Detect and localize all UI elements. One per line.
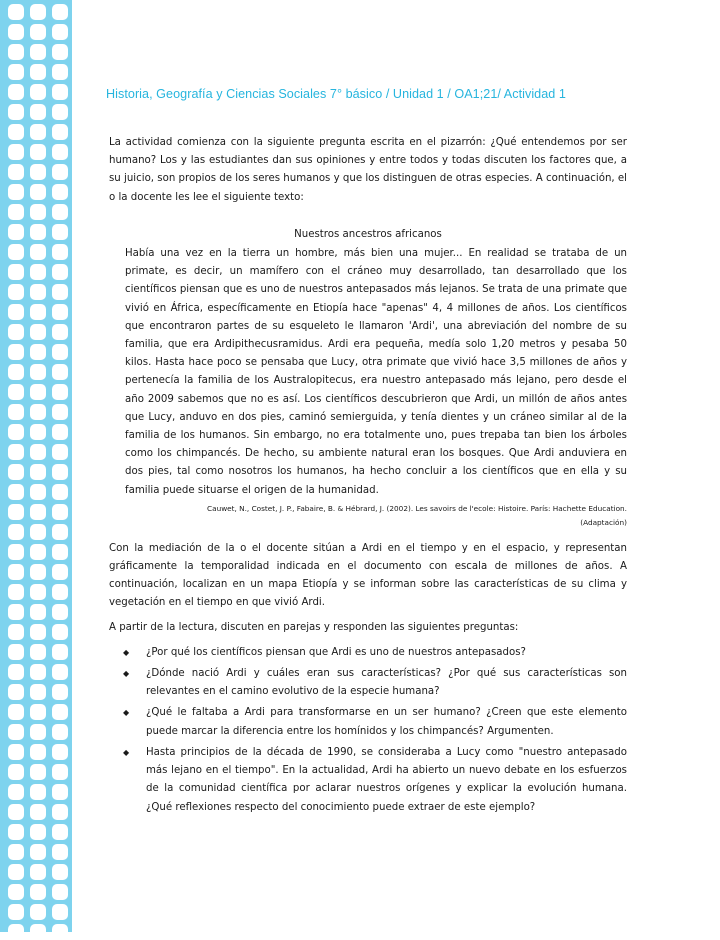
sidebar-pattern-square (52, 184, 68, 200)
sidebar-pattern-square (8, 644, 24, 660)
sidebar-pattern-square (8, 804, 24, 820)
sidebar-pattern-square (30, 744, 46, 760)
sidebar-pattern-square (52, 404, 68, 420)
sidebar-pattern-square (30, 544, 46, 560)
mediation-paragraph: Con la mediación de la o el docente sitúan a Ardi en el tiempo y en el espacio, y representan gráficamente la temporalidad indicada en el documento con escala de millones de años. A continuación, localizan en un mapa Etiopía y se informan sobre las características de su clima y vegetación en el tiempo en que vivió Ardi. (109, 542, 627, 609)
sidebar-pattern-square (30, 364, 46, 380)
sidebar-pattern-square (30, 444, 46, 460)
sidebar-pattern-square (52, 484, 68, 500)
question-text: ¿Por qué los científicos piensan que Ardi es uno de nuestros antepasados? (146, 646, 526, 658)
sidebar-pattern-square (30, 124, 46, 140)
sidebar-pattern-square (30, 4, 46, 20)
sidebar-pattern-square (30, 584, 46, 600)
sidebar-pattern-square (8, 744, 24, 760)
sidebar-pattern-square (8, 864, 24, 880)
sidebar-pattern-square (52, 84, 68, 100)
sidebar-pattern-square (8, 404, 24, 420)
sidebar-pattern-square (30, 224, 46, 240)
sidebar-pattern-square (8, 284, 24, 300)
sidebar-pattern-square (8, 184, 24, 200)
sidebar-pattern-square (8, 924, 24, 940)
sidebar-pattern-square (8, 784, 24, 800)
sidebar-pattern-square (52, 244, 68, 260)
sidebar-pattern-square (30, 344, 46, 360)
sidebar-pattern-square (30, 624, 46, 640)
sidebar-pattern-square (52, 724, 68, 740)
sidebar-pattern-square (30, 724, 46, 740)
sidebar-pattern-square (52, 144, 68, 160)
sidebar-pattern-square (52, 304, 68, 320)
diamond-bullet-icon: ◆ (123, 647, 130, 657)
sidebar-pattern-square (8, 584, 24, 600)
sidebar-pattern-square (52, 44, 68, 60)
sidebar-pattern-square (30, 844, 46, 860)
sidebar-pattern-square (8, 104, 24, 120)
sidebar-pattern-square (8, 484, 24, 500)
sidebar-pattern-square (8, 664, 24, 680)
question-text: Hasta principios de la década de 1990, se consideraba a Lucy como "nuestro antepasado más lejano en el tiempo". En la actualidad, Ardi ha abierto un nuevo debate en los esfuerzos de la comunidad científica por aclarar nuestros orígenes y explicar la evolución humana. ¿Qué reflexiones respecto del conocimiento puede extraer de este ejemplo? (146, 746, 627, 813)
sidebar-pattern-square (30, 64, 46, 80)
sidebar-pattern-square (52, 764, 68, 780)
sidebar-pattern-square (30, 784, 46, 800)
citation-reference: Cauwet, N., Costet, J. P., Fabaire, B. & Hébrard, J. (2002). Les savoirs de l'ecole: Histoire. París: Hachette Education. (207, 503, 627, 513)
sidebar-pattern-square (30, 44, 46, 60)
document-body (109, 134, 627, 820)
sidebar-pattern-square (30, 764, 46, 780)
sidebar-pattern-square (52, 924, 68, 940)
sidebar-pattern-square (52, 704, 68, 720)
sidebar-pattern-square (52, 64, 68, 80)
story-citation (109, 502, 627, 530)
page-header-title: Historia, Geografía y Ciencias Sociales 7° básico / Unidad 1 / OA1;21/ Actividad 1 (106, 87, 566, 101)
sidebar-pattern-square (52, 824, 68, 840)
sidebar-pattern-square (8, 324, 24, 340)
sidebar-pattern-square (8, 704, 24, 720)
sidebar-pattern-square (52, 504, 68, 520)
sidebar-pattern-square (8, 364, 24, 380)
sidebar-pattern-square (52, 804, 68, 820)
sidebar-pattern-square (52, 284, 68, 300)
sidebar-pattern-square (8, 144, 24, 160)
diamond-bullet-icon: ◆ (123, 669, 130, 679)
sidebar-pattern-square (52, 844, 68, 860)
sidebar-pattern-square (30, 384, 46, 400)
sidebar-pattern-square (8, 624, 24, 640)
sidebar-pattern-square (8, 564, 24, 580)
sidebar-pattern-square (30, 884, 46, 900)
sidebar-pattern-square (30, 524, 46, 540)
sidebar-pattern-square (52, 524, 68, 540)
sidebar-pattern-square (30, 404, 46, 420)
sidebar-pattern-square (52, 744, 68, 760)
question-text: ¿Dónde nació Ardi y cuáles eran sus características? ¿Por qué sus características son relevantes en el camino evolutivo de la especie humana? (146, 668, 627, 698)
sidebar-pattern-square (30, 304, 46, 320)
sidebar-pattern-square (8, 524, 24, 540)
sidebar-pattern-square (8, 164, 24, 180)
sidebar-pattern-square (8, 824, 24, 840)
sidebar-pattern-square (52, 684, 68, 700)
sidebar-pattern-square (30, 484, 46, 500)
sidebar-pattern-square (8, 344, 24, 360)
sidebar-pattern-square (30, 144, 46, 160)
sidebar-pattern-square (8, 384, 24, 400)
questions-intro: A partir de la lectura, discuten en parejas y responden las siguientes preguntas: (109, 621, 519, 633)
sidebar-pattern-square (8, 264, 24, 280)
sidebar-pattern-square (30, 704, 46, 720)
sidebar-pattern-square (30, 244, 46, 260)
sidebar-pattern-square (52, 464, 68, 480)
sidebar-pattern-square (30, 904, 46, 920)
sidebar-pattern-square (8, 724, 24, 740)
sidebar-pattern-square (52, 424, 68, 440)
sidebar-pattern-square (30, 324, 46, 340)
sidebar-pattern-square (30, 604, 46, 620)
sidebar-pattern-square (52, 784, 68, 800)
sidebar-pattern-square (8, 444, 24, 460)
sidebar-pattern-square (8, 424, 24, 440)
sidebar-pattern-square (52, 884, 68, 900)
sidebar-pattern-square (8, 544, 24, 560)
sidebar-pattern-square (30, 824, 46, 840)
diamond-bullet-icon: ◆ (123, 747, 130, 757)
sidebar-pattern-square (8, 604, 24, 620)
sidebar-pattern-square (8, 44, 24, 60)
sidebar-pattern-square (8, 304, 24, 320)
sidebar-pattern-square (8, 764, 24, 780)
sidebar-pattern-square (30, 24, 46, 40)
sidebar-pattern-square (30, 424, 46, 440)
sidebar-pattern-square (52, 624, 68, 640)
sidebar-pattern-square (52, 344, 68, 360)
question-item (109, 704, 627, 740)
sidebar-pattern-square (30, 464, 46, 480)
sidebar-pattern-square (30, 564, 46, 580)
sidebar-pattern-square (30, 664, 46, 680)
sidebar-pattern-square (52, 904, 68, 920)
sidebar-pattern-square (52, 104, 68, 120)
sidebar-pattern-square (30, 804, 46, 820)
sidebar-pattern-square (8, 684, 24, 700)
story-title: Nuestros ancestros africanos (294, 228, 442, 240)
intro-paragraph: La actividad comienza con la siguiente pregunta escrita en el pizarrón: ¿Qué entendemos por ser humano? Los y las estudiantes dan sus opiniones y entre todos y todas discuten los factores que, a su juicio, son propios de los seres humanos y que los distinguen de otras especies. A continuación, el o la docente les lee el siguiente texto: (109, 137, 627, 203)
sidebar-pattern-square (30, 204, 46, 220)
sidebar-pattern-square (52, 324, 68, 340)
sidebar-pattern-square (8, 884, 24, 900)
question-item (109, 744, 627, 817)
sidebar-pattern-square (52, 664, 68, 680)
citation-adaptation: (Adaptación) (580, 517, 627, 527)
diamond-bullet-icon: ◆ (123, 708, 130, 718)
sidebar-pattern-square (52, 224, 68, 240)
sidebar-pattern-square (8, 4, 24, 20)
sidebar-pattern-square (8, 224, 24, 240)
sidebar-pattern-square (52, 564, 68, 580)
sidebar-pattern-square (52, 644, 68, 660)
sidebar-pattern-square (52, 604, 68, 620)
sidebar-pattern-square (30, 644, 46, 660)
questions-list (109, 644, 627, 817)
sidebar-pattern-square (8, 504, 24, 520)
sidebar-pattern-square (8, 904, 24, 920)
sidebar-pattern-square (52, 444, 68, 460)
sidebar-pattern-square (8, 464, 24, 480)
sidebar-pattern-square (8, 24, 24, 40)
sidebar-pattern-square (52, 164, 68, 180)
sidebar-pattern-square (30, 104, 46, 120)
sidebar-pattern-square (30, 284, 46, 300)
sidebar-pattern-square (30, 164, 46, 180)
sidebar-pattern-square (30, 864, 46, 880)
sidebar-pattern-square (30, 684, 46, 700)
sidebar-pattern-square (52, 24, 68, 40)
decorative-sidebar (0, 0, 72, 932)
sidebar-pattern-square (52, 864, 68, 880)
sidebar-pattern-square (30, 184, 46, 200)
sidebar-pattern-square (52, 364, 68, 380)
sidebar-pattern-square (52, 4, 68, 20)
sidebar-pattern-square (30, 504, 46, 520)
sidebar-pattern-square (52, 584, 68, 600)
sidebar-pattern-square (52, 264, 68, 280)
question-item (109, 644, 627, 662)
story-text: Había una vez en la tierra un hombre, más bien una mujer... En realidad se trataba de un primate, es decir, un mamífero con el cráneo muy desarrollado, tan desarrollado que los científicos piensan que es uno de nuestros antepasados más lejanos. Se trata de una primate que vivió en África, específicamente en Etiopía hace "apenas" 4, 4 millones de años. Los científicos que encontraron partes de su esqueleto le llamaron 'Ardi', una abreviación del nombre de su familia, que era Ardipithecusramidus. Ardi era pequeña, medía solo 1,20 metros y pesaba 50 kilos. Hasta hace poco se pensaba que Lucy, otra primate que vivió hace 3,5 millones de años y pertenecía la familia de los Australopitecus, era nuestro antepasado más lejano, pero desde el año 2009 sabemos que no es así. Los científicos descubrieron que Ardi, un millón de años antes que Lucy, anduvo en dos pies, caminó semierguida, y tenía dientes y un cráneo similar al de la familia de los humanos. Sin embargo, no era totalmente uno, pues trepaba tan bien los árboles como los chimpancés. De hecho, su ambiente natural eran los bosques. Que Ardi anduviera en dos pies, tal como nosotros los humanos, ha hecho concluir a los científicos que en ella y su familia puede situarse el origen de la humanidad. (125, 248, 627, 496)
sidebar-pattern-square (52, 124, 68, 140)
sidebar-pattern-square (8, 204, 24, 220)
sidebar-pattern-square (30, 924, 46, 940)
sidebar-pattern-square (8, 84, 24, 100)
sidebar-pattern-square (30, 84, 46, 100)
question-item (109, 665, 627, 701)
sidebar-pattern-square (8, 244, 24, 260)
sidebar-pattern-square (52, 204, 68, 220)
sidebar-pattern-square (8, 64, 24, 80)
sidebar-pattern-square (8, 124, 24, 140)
sidebar-pattern-square (52, 544, 68, 560)
sidebar-pattern-square (52, 384, 68, 400)
sidebar-pattern-square (30, 264, 46, 280)
sidebar-pattern-square (8, 844, 24, 860)
question-text: ¿Qué le faltaba a Ardi para transformarse en un ser humano? ¿Creen que este elemento puede marcar la diferencia entre los homínidos y los chimpancés? Argumenten. (146, 707, 627, 737)
